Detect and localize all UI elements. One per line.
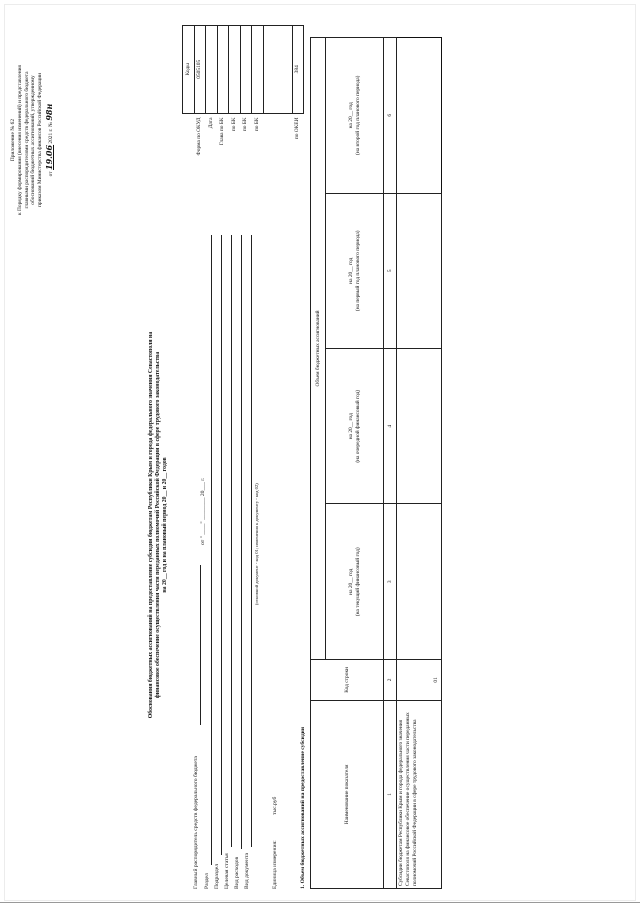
code-label: по БК (230, 117, 237, 132)
field-label-section: Раздел (204, 873, 210, 889)
appendix-line: Приложение № 62 (10, 118, 16, 162)
title-line: на 20__ год и на плановый период 20__ и 20__ годов (162, 457, 169, 593)
appendix-date-prefix: от (47, 171, 54, 177)
unit-label: Единица измерения: (272, 840, 278, 889)
field-line-subsection[interactable] (221, 235, 222, 855)
header-year-plan-2: на 20__ год (на второй год планового периода) (326, 38, 384, 194)
header-row-code: Код строки (311, 660, 384, 701)
code-value (252, 26, 264, 114)
title-line: финансовое обеспечение осуществления части переданных полномочий Российской Федерации в сфере трудового законодательства (155, 351, 162, 699)
appendix-date-year: 2021 г. № (47, 122, 54, 144)
code-value (229, 26, 241, 114)
header-indicator-name: Наименование показателя (311, 700, 384, 888)
field-label-expense-type: Вид расходов (234, 856, 240, 889)
header-year-plan-1: на 20__ год (на первый год планового периода) (326, 193, 384, 348)
table-row (397, 38, 442, 889)
code-label (263, 113, 292, 185)
appendix-block (10, 35, 55, 245)
column-number: 2 (384, 660, 397, 701)
code-label: по ОКЕИ (294, 117, 301, 140)
document-sheet (0, 25, 440, 905)
code-value (206, 26, 218, 114)
code-value: 0505105 (194, 26, 206, 114)
code-value (240, 26, 252, 114)
appendix-handwritten-number: 98н (43, 103, 54, 121)
column-number: 4 (384, 348, 397, 504)
code-value (263, 26, 292, 114)
column-number: 3 (384, 504, 397, 660)
row-value-plan-1[interactable] (397, 193, 442, 348)
field-label-target-article: Целевая статья (224, 853, 230, 889)
code-label: Глава по БК (219, 117, 226, 146)
column-number: 6 (384, 38, 397, 194)
document-date-line: от " ____" ________ 20___ г. (200, 477, 206, 545)
code-label: по БК (242, 117, 249, 132)
appendix-handwritten-date: 19.06 (43, 144, 54, 170)
field-line-expense-type[interactable] (241, 235, 242, 849)
unit-value: тыс.руб (272, 796, 278, 815)
appendix-line: приказом Министерства финансов Российской Федерации (37, 73, 43, 207)
field-label-main-distributor: Главный распорядитель средств федерального бюджета (193, 756, 199, 889)
code-value: 384 (292, 26, 304, 114)
column-number: 5 (384, 193, 397, 348)
appendix-line: обоснований бюджетных ассигнований, утвержденному (30, 75, 37, 205)
column-number: 1 (384, 700, 397, 888)
codes-header: Коды (183, 26, 195, 114)
title-line: Обоснования бюджетных ассигнований на предоставление субсидии бюджетам Республики Крым и города федерального значения Севастополя на (148, 331, 154, 719)
field-line-target-article[interactable] (231, 235, 232, 847)
row-value-plan-2[interactable] (397, 38, 442, 194)
row-value-next[interactable] (397, 348, 442, 504)
code-label: по БК (253, 117, 260, 132)
section-title: 1. Объем бюджетных ассигнований на предоставление субсидии (300, 726, 306, 889)
field-label-document-type: Вид документа (244, 853, 250, 889)
code-value (217, 26, 229, 114)
header-year-next: на 20__ год (на очередной финансовый год) (326, 348, 384, 504)
field-line-section[interactable] (211, 235, 212, 865)
row-code: 01 (397, 660, 442, 701)
codes-table (182, 25, 304, 185)
row-value-current[interactable] (397, 504, 442, 660)
code-label: Дата (207, 117, 214, 129)
appendix-date-line (44, 35, 55, 245)
header-budget-volume: Объем бюджетных ассигнований (311, 38, 326, 660)
field-line-main-distributor[interactable] (200, 565, 201, 725)
code-label: Форма по ОКУД (196, 117, 203, 156)
appendix-line: к Порядку формирования (внесения изменений) и представления (16, 65, 23, 215)
field-label-subsection: Подраздел (214, 863, 220, 889)
header-year-current: на 20__ год (на текущий финансовый год) (326, 504, 384, 660)
appendix-line: главными распорядителями средств федерального бюджета (23, 71, 30, 209)
budget-table (310, 37, 442, 889)
document-type-hint: (основной документ - код 01; изменения к документу - код 02) (254, 483, 259, 605)
document-title (148, 225, 170, 825)
row-indicator-name: Субсидии бюджетам Республики Крым и города федерального значения Севастополя на финансовое обеспечение осуществления части переданных полномочий Российской Федерации в сфере трудового законодательства (397, 700, 442, 888)
field-line-document-type[interactable] (251, 235, 252, 847)
